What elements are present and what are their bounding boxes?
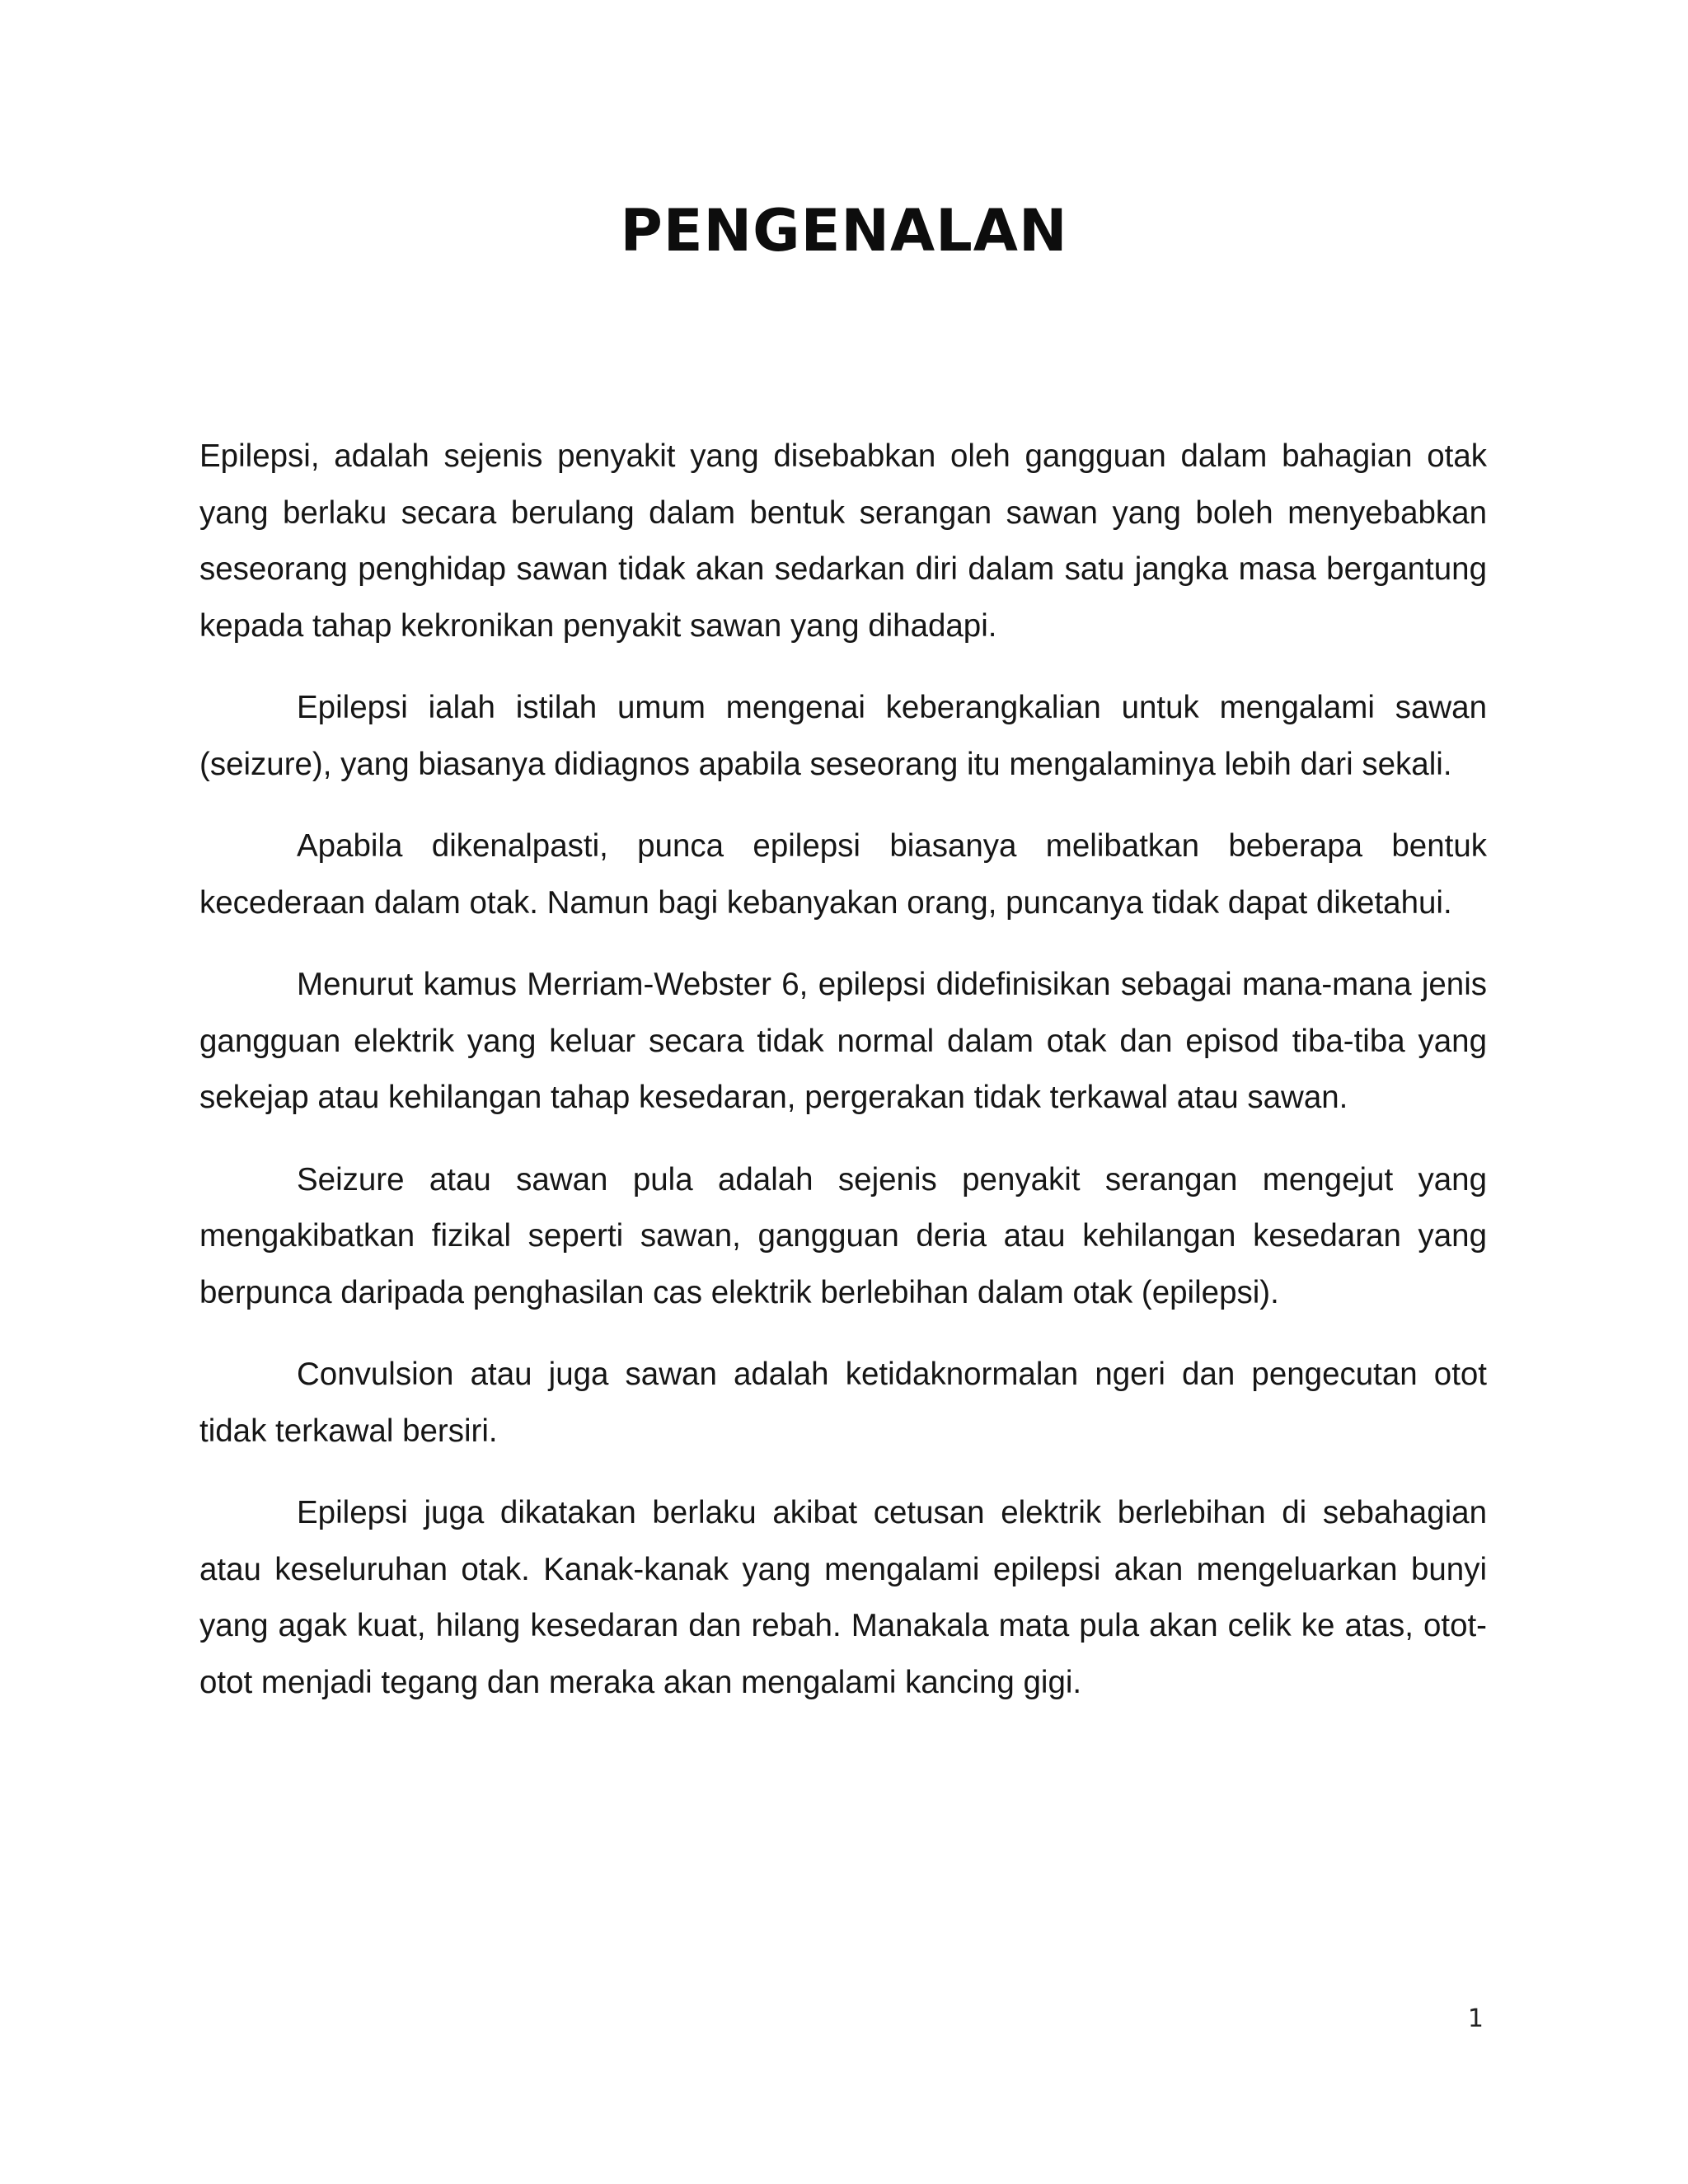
paragraph-7: Epilepsi juga dikatakan berlaku akibat cetusan elektrik berlebihan di sebahagian atau keseluruhan otak. Kanak-kanak yang mengalami epilepsi akan mengeluarkan bunyi yang agak kuat, hilang kesedaran dan rebah. Manakala mata pula akan celik ke atas, otot-otot menjadi tegang dan meraka akan mengalami kancing gigi. bbox=[199, 1495, 1487, 1700]
paragraph-2: Epilepsi ialah istilah umum mengenai keberangkalian untuk mengalami sawan (seizure), yang biasanya didiagnos apabila seseorang itu mengalaminya lebih dari sekali. bbox=[199, 690, 1487, 782]
paragraph-4: Menurut kamus Merriam-Webster 6, epilepsi didefinisikan sebagai mana-mana jenis gangguan elektrik yang keluar secara tidak normal dalam otak dan episod tiba-tiba yang sekejap atau kehilangan tahap kesedaran, pergerakan tidak terkawal atau sawan. bbox=[199, 967, 1487, 1115]
paragraph-3: Apabila dikenalpasti, punca epilepsi biasanya melibatkan beberapa bentuk kecederaan dalam otak. Namun bagi kebanyakan orang, puncanya tidak dapat diketahui. bbox=[199, 828, 1487, 921]
page-title: PENGENALAN bbox=[620, 197, 1068, 265]
body-text bbox=[199, 429, 1487, 1736]
paragraph-6: Convulsion atau juga sawan adalah ketidaknormalan ngeri dan pengecutan otot tidak terkawal bersiri. bbox=[199, 1357, 1487, 1449]
paragraph-5: Seizure atau sawan pula adalah sejenis penyakit serangan mengejut yang mengakibatkan fizikal seperti sawan, gangguan deria atau kehilangan kesedaran yang berpunca daripada penghasilan cas elektrik berlebihan dalam otak (epilepsi). bbox=[199, 1161, 1487, 1310]
page-number: 1 bbox=[1467, 2004, 1484, 2033]
paragraph-1: Epilepsi, adalah sejenis penyakit yang disebabkan oleh gangguan dalam bahagian otak yang berlaku secara berulang dalam bentuk serangan sawan yang boleh menyebabkan seseorang penghidap sawan tidak akan sedarkan diri dalam satu jangka masa bergantung kepada tahap kekronikan penyakit sawan yang dihadapi. bbox=[199, 438, 1487, 644]
